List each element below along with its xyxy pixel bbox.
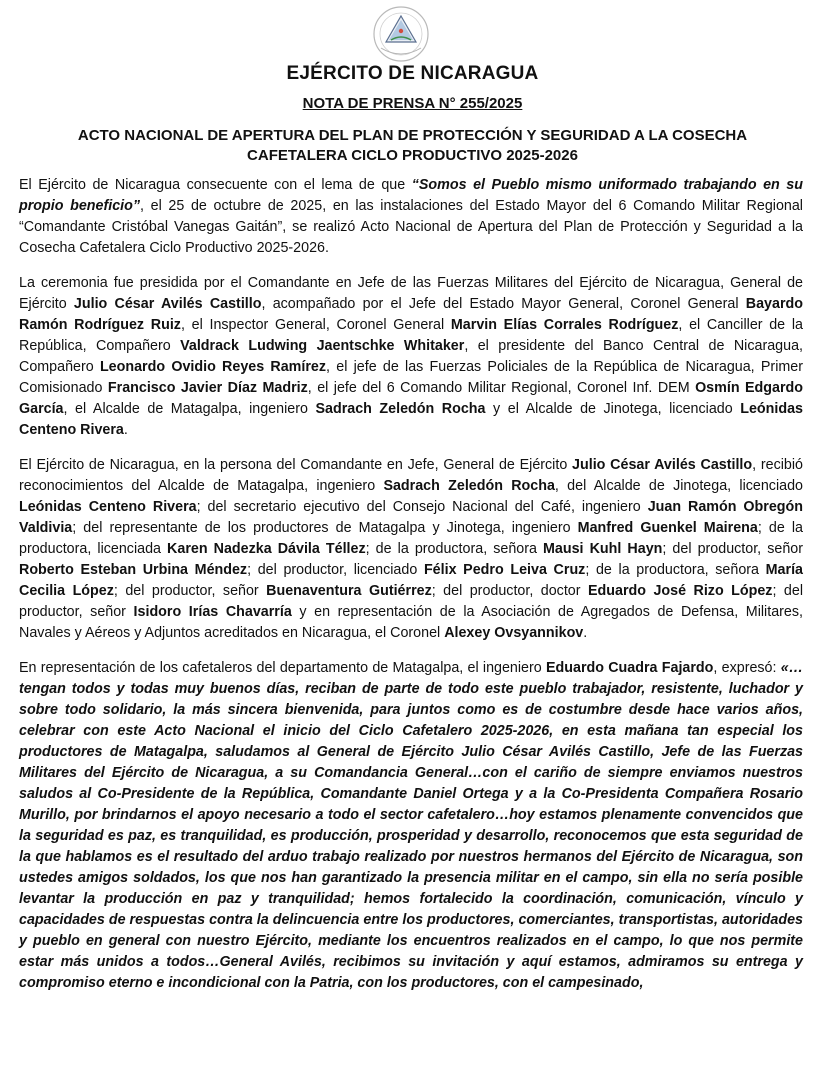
person-name: Sadrach Zeledón Rocha bbox=[315, 401, 486, 417]
paragraph-quote: En representación de los cafetaleros del departamento de Matagalpa, el ingeniero Eduardo Cuadra Fajardo, expresó: «…tengan todos y todas muy buenos días, reciban de parte de todo este pueblo trabajador, resistente, luchador y sobre todo solidario, la más sincera bienvenida, para juntos como es de costumbre desde hace varios años, celebrar con este Acto Nacional el inicio del Ciclo Cafetalero 2025-2026, en esta mañana tan especial los productores de Matagalpa, saludamos al General de Ejército Julio César Avilés Castillo, Jefe de las Fuerzas Militares del Ejército de Nicaragua, a su Comandancia General…con el cariño de siempre enviamos nuestros saludos al Co-Presidente de la República, Comandante Daniel Ortega y a la Co-Presidenta Compañera Rosario Murillo, por brindarnos el apoyo necesario a todo el sector cafetalero…hoy estamos plenamente convencidos que la seguridad es paz, es tranquilidad, es producción, prosperidad y desarrollo, reconocemos que esta seguridad de la que hablamos es el resultado del arduo trabajo realizado por nuestros hermanos del Ejército de Nicaragua, son ustedes amigos soldados, los que nos han garantizado la presencia militar en el campo, sin ella no sería posible levantar la producción en paz y tranquilidad; hemos fortalecido la coordinación, comunicación, vínculo y capacidades de respuestas contra la delincuencia entre los productores, comerciantes, transportistas, autoridades y pueblo en general con nuestro Ejército, mediante los encuentros realizados en el campo, lo que nos permite estar más unidos a todos…General Avilés, recibimos su invitación y aquí estamos, admiramos su entrega y compromiso eterno e incondicional con la Patria, con los productores, con el campesinado, bbox=[19, 660, 803, 991]
paragraph-recognitions: El Ejército de Nicaragua, en la persona del Comandante en Jefe, General de Ejército Julio César Avilés Castillo, recibió reconocimientos del Alcalde de Matagalpa, ingeniero Sadrach Zeledón Rocha, del Alcalde de Jinotega, licenciado Leónidas Centeno Rivera; del secretario ejecutivo del Consejo Nacional del Café, ingeniero Juan Ramón Obregón Valdivia; del representante de los productores de Matagalpa y Jinotega, ingeniero Manfred Guenkel Mairena; de la productora, licenciada Karen Nadezka Dávila Téllez; de la productora, señora Mausi Kuhl Hayn; del productor, señor Roberto Esteban Urbina Méndez; del productor, licenciado Félix Pedro Leiva Cruz; de la productora, señora María Cecilia López; del productor, señor Buenaventura Gutiérrez; del productor, doctor Eduardo José Rizo López; del productor, señor Isidoro Irías Chavarría y en representación de la Asociación de Agregados de Defensa, Militares, Navales y Aéreos y Adjuntos acreditados en Nicaragua, el Coronel Alexey Ovsyannikov. bbox=[19, 457, 804, 641]
person-name: Manfred Guenkel Mairena bbox=[577, 520, 758, 536]
person-name: Julio César Avilés Castillo bbox=[572, 457, 753, 473]
national-coat-of-arms-icon bbox=[371, 4, 431, 64]
person-name: Marvin Elías Corrales Rodríguez bbox=[450, 317, 679, 333]
paragraph-intro: El Ejército de Nicaragua consecuente con el lema de que “Somos el Pueblo mismo uniformado trabajando en su propio beneficio”, el 25 de octubre de 2025, en las instalaciones del Estado Mayor del 6 Comando Militar Regional “Comandante Cristóbal Vanegas Gaitán”, se realizó Acto Nacional de Apertura del Plan de Protección y Seguridad a la Cosecha Cafetalera Ciclo Productivo 2025-2026. bbox=[19, 177, 803, 256]
person-name: Leonardo Ovidio Reyes Ramírez bbox=[99, 359, 327, 375]
person-name: Mausi Kuhl Hayn bbox=[543, 541, 663, 557]
person-name: Félix Pedro Leiva Cruz bbox=[423, 562, 586, 578]
person-name: Francisco Javier Díaz Madriz bbox=[107, 380, 308, 396]
person-name: Isidoro Irías Chavarría bbox=[133, 604, 292, 620]
person-name: Karen Nadezka Dávila Téllez bbox=[167, 541, 366, 557]
person-name: Buenaventura Gutiérrez bbox=[266, 583, 432, 599]
speech-quote: «…tengan todos y todas muy buenos días, reciban de parte de todo este pueblo trabajador, resistente, luchador y sobre todo solidario, la más sincera bienvenida, para juntos como es de costumbre desde hace varios años, celebrar con este Acto Nacional el inicio del Ciclo Cafetalero 2025-2026, en esta mañana tan especial los productores de Matagalpa, saludamos al General de Ejército Julio César Avilés Castillo, Jefe de las Fuerzas Militares del Ejército de Nicaragua, a su Comandancia General…con el cariño de siempre enviamos nuestros saludos al Co-Presidente de la República, Comandante Daniel Ortega y a la Co-Presidenta Compañera Rosario Murillo, por brindarnos el apoyo necesario a todo el sector cafetalero…hoy estamos plenamente convencidos que la seguridad es paz, es tranquilidad, es producción, prosperidad y desarrollo, reconocemos que esta seguridad de la que hablamos es el resultado del arduo trabajo realizado por nuestros hermanos del Ejército de Nicaragua, son ustedes amigos soldados, los que nos han garantizado la presencia militar en el campo, sin ella no sería posible levantar la producción en paz y tranquilidad; hemos fortalecido la coordinación, comunicación, vínculo y capacidades de respuestas contra la delincuencia entre los productores, comerciantes, transportistas, autoridades y pueblo en general con nuestro Ejército, mediante los encuentros realizados en el campo, lo que nos permite estar más unidos a todos…General Avilés, recibimos su invitación y aquí estamos, admiramos su entrega y compromiso eterno e incondicional con la Patria, con los productores, con el campesinado, bbox=[19, 660, 803, 991]
press-note-number: NOTA DE PRENSA N° 255/2025 bbox=[302, 95, 523, 112]
press-release-title: ACTO NACIONAL DE APERTURA DEL PLAN DE PROTECCIÓN Y SEGURIDAD A LA COSECHA CAFETALERA CICLO PRODUCTIVO 2025-2026 bbox=[77, 127, 748, 164]
person-name: Sadrach Zeledón Rocha bbox=[383, 478, 555, 494]
person-name: Osmín Edgardo García bbox=[19, 380, 803, 417]
person-name: Leónidas Centeno Rivera bbox=[19, 401, 803, 438]
person-name: Eduardo José Rizo López bbox=[588, 583, 773, 599]
article-body bbox=[19, 175, 803, 1008]
organization-name: EJÉRCITO DE NICARAGUA bbox=[286, 63, 539, 84]
person-name: Valdrack Ludwing Jaentschke Whitaker bbox=[180, 338, 465, 354]
person-name: María Cecilia López bbox=[19, 562, 803, 599]
person-name: Julio César Avilés Castillo bbox=[73, 296, 262, 312]
person-name: Eduardo Cuadra Fajardo bbox=[545, 660, 714, 676]
person-name: Bayardo Ramón Rodríguez Ruiz bbox=[19, 296, 803, 333]
person-name: Roberto Esteban Urbina Méndez bbox=[19, 562, 248, 578]
person-name: Leónidas Centeno Rivera bbox=[19, 499, 197, 515]
paragraph-attendees: La ceremonia fue presidida por el Comandante en Jefe de las Fuerzas Militares del Ejército de Nicaragua, General de Ejército Julio César Avilés Castillo, acompañado por el Jefe del Estado Mayor General, Coronel General Bayardo Ramón Rodríguez Ruiz, el Inspector General, Coronel General Marvin Elías Corrales Rodríguez, el Canciller de la República, Compañero Valdrack Ludwing Jaentschke Whitaker, el presidente del Banco Central de Nicaragua, Compañero Leonardo Ovidio Reyes Ramírez, el jefe de las Fuerzas Policiales de la República de Nicaragua, Primer Comisionado Francisco Javier Díaz Madriz, el jefe del 6 Comando Militar Regional, Coronel Inf. DEM Osmín Edgardo García, el Alcalde de Matagalpa, ingeniero Sadrach Zeledón Rocha y el Alcalde de Jinotega, licenciado Leónidas Centeno Rivera. bbox=[19, 275, 804, 438]
person-name: Juan Ramón Obregón Valdivia bbox=[19, 499, 803, 536]
person-name: Alexey Ovsyannikov bbox=[444, 625, 584, 641]
motto: “Somos el Pueblo mismo uniformado trabajando en su propio beneficio” bbox=[19, 177, 803, 214]
